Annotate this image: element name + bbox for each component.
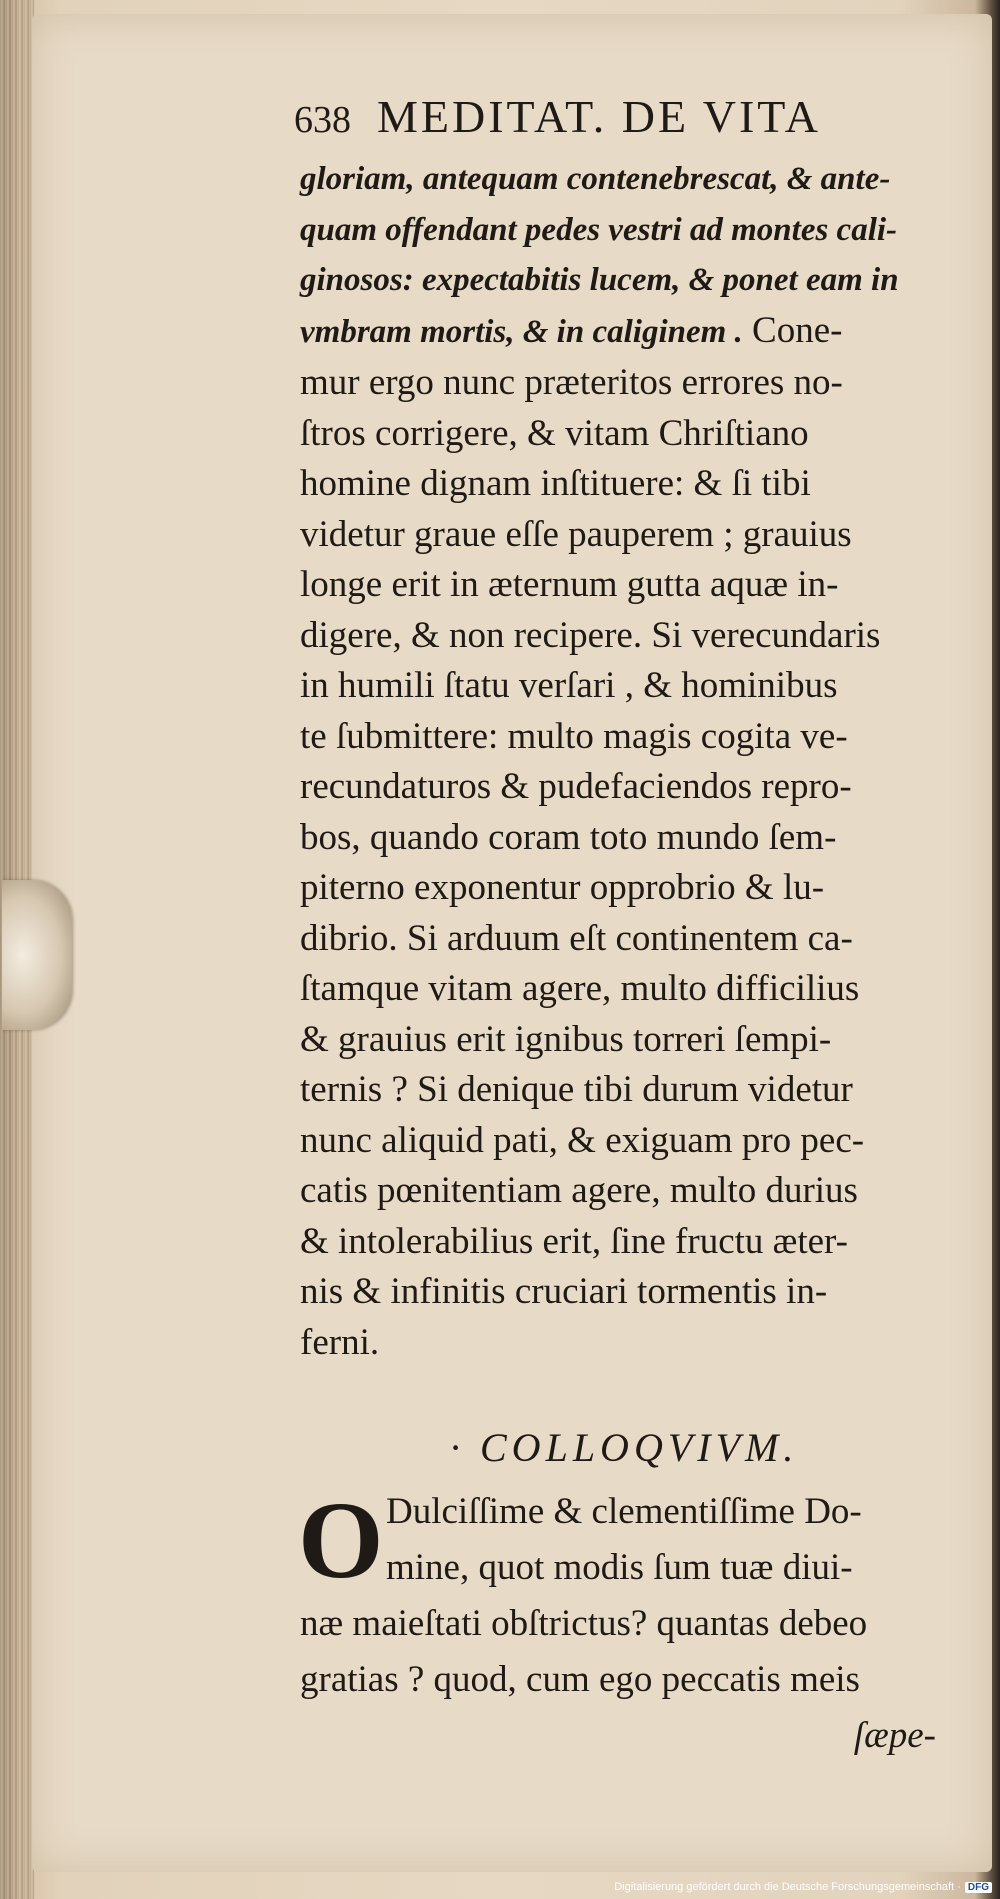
running-header	[294, 90, 950, 154]
text-line: mur ergo nunc præteritos errores no-	[300, 362, 843, 403]
text-line: longe erit in æternum gutta aquæ in-	[300, 564, 839, 605]
text-line: nis & infinitis cruciari tormentis in-	[300, 1271, 828, 1312]
drop-cap: O	[298, 1479, 384, 1601]
text-block	[294, 90, 950, 1764]
text-line: gratias ? quod, cum ego peccatis meis	[300, 1659, 860, 1700]
text-line: & grauius erit ignibus torreri ſempi-	[300, 1018, 832, 1060]
text-line: næ maieſtati obſtrictus? quantas debeo	[300, 1603, 868, 1644]
text-line: digere, & non recipere. Si verecundaris	[300, 614, 881, 656]
text-line: videtur graue eſſe pauperem ; grauius	[300, 513, 852, 555]
text-line: in humili ſtatu verſari , & hominibus	[300, 665, 838, 706]
text-line: mine, quot modis ſum tuæ diui-	[386, 1547, 853, 1588]
text-line: catis pœnitentiam agere, multo durius	[300, 1170, 858, 1211]
page-number: 638	[294, 99, 351, 141]
text-line-content: Dulciſſime & clementiſſime Do-	[386, 1491, 862, 1532]
text-line: dibrio. Si arduum eſt continentem ca-	[300, 917, 853, 959]
catchword: ſæpe-	[853, 1715, 936, 1756]
dfg-logo-icon: DFG	[965, 1882, 992, 1893]
text-line: homine dignam inſtituere: & ſi tibi	[300, 463, 811, 504]
text-line: & intolerabilius erit, ſine fructu æter-	[300, 1220, 848, 1262]
section-heading: · COLLOQVIVM.	[450, 1425, 799, 1470]
text-line: ſtros corrigere, & vitam Chriſtiano	[300, 412, 809, 454]
text-line: te ſubmittere: multo magis cogita ve-	[300, 715, 848, 757]
text-line: bos, quando coram toto mundo ſem-	[300, 816, 837, 858]
running-head-title: MEDITAT. DE VITA	[377, 91, 821, 142]
text-line: quam offendant pedes vestri ad montes cali-	[300, 211, 898, 248]
text-line: gloriam, antequam contenebrescat, & ante-	[300, 161, 891, 197]
text-line	[300, 306, 950, 357]
text-line: recundaturos & pudefaciendos repro-	[300, 766, 852, 807]
text-line: piterno exponentur opprobrio & lu-	[300, 867, 825, 908]
book-clasp	[2, 880, 72, 1030]
text-line-italic: vmbram mortis, & in caliginem .	[300, 313, 743, 350]
digitization-credit	[614, 1881, 992, 1893]
text-line: ginosos: expectabitis lucem, & ponet eam in	[300, 262, 899, 298]
text-line: ternis ? Si denique tibi durum videtur	[300, 1069, 853, 1110]
text-line-tail: Cone-	[752, 309, 843, 351]
text-line: ſtamque vitam agere, multo difficilius	[300, 968, 860, 1009]
text-line: nunc aliquid pati, & exiguam pro pec-	[300, 1119, 865, 1161]
credit-text: Digitalisierung gefördert durch die Deutsche Forschungsgemeinschaft ·	[614, 1881, 961, 1893]
text-line: ferni.	[300, 1321, 380, 1363]
